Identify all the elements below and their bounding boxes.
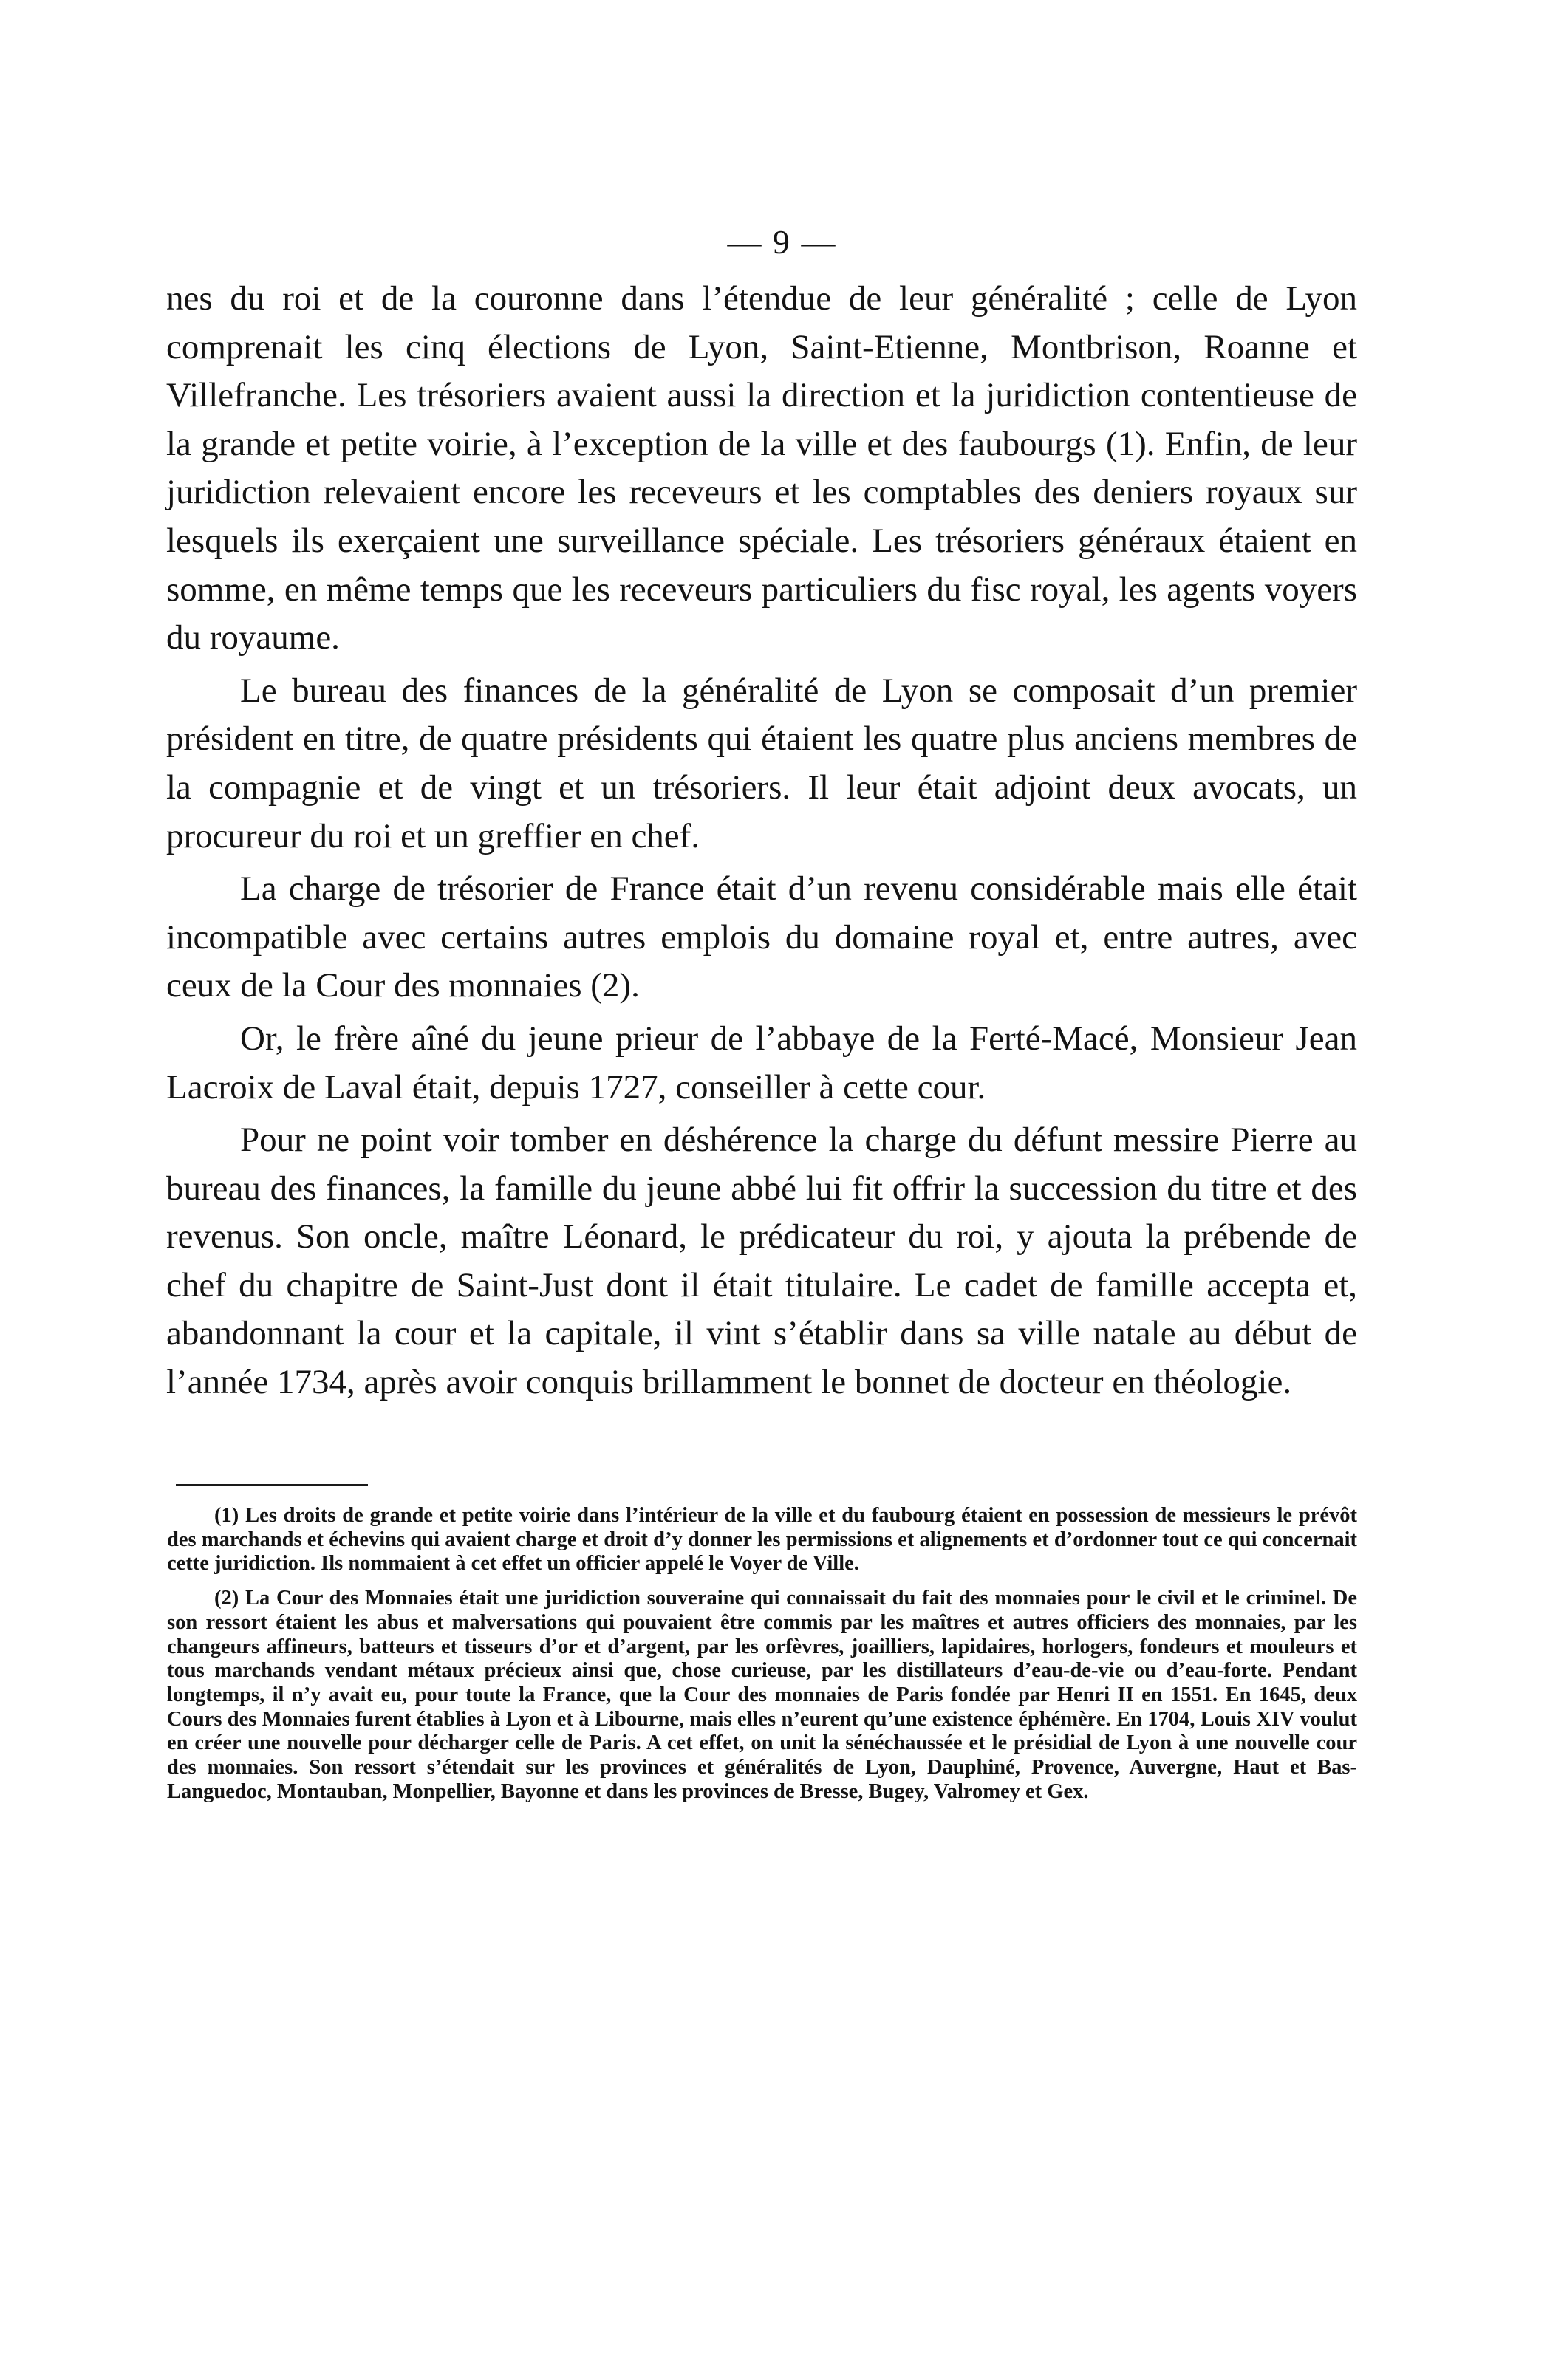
page-number: — 9 — <box>727 223 837 261</box>
paragraph-charge-de-tresorier: La charge de trésorier de France était d’un revenu considérable mais elle était incompatible avec certains autres emplois du domaine royal et, entre autres, avec ceux de la Cour des monnaies (2). <box>166 869 1357 1005</box>
paragraph-continuation: nes du roi et de la couronne dans l’étendue de leur généralité ; celle de Lyon comprenait les cinq élections de Lyon, Saint-Etienne, Montbrison, Roanne et Villefranche. Les trésoriers avaient aussi la direction et la juridiction contentieuse de la grande et petite voirie, à l’exception de la ville et des faubourgs (1). Enfin, de leur juridiction relevaient encore les receveurs et les comptables des deniers royaux sur lesquels ils exerçaient une surveillance spéciale. Les trésoriers généraux étaient en somme, en même temps que les receveurs particuliers du fisc royal, les agents voyers du royaume. <box>166 279 1357 657</box>
footnote-2: (2) La Cour des Monnaies était une juridiction souveraine qui connaissait du fait des monnaies pour le civil et le criminel. De son ressort étaient les abus et malversations qui pouvaient être commis par les maîtres et autres officiers des monnaies, par les changeurs affineurs, batteurs et tisseurs d’or et d’argent, par les orfèvres, joailliers, lapidaires, horlogers, fondeurs et mouleurs et tous marchands vendant métaux précieux ainsi que, chose curieuse, par les distillateurs d’eau-de-vie ou d’eau-forte. Pendant longtemps, il n’y avait eu, pour toute la France, que la Cour des monnaies de Paris fondée par Henri II en 1551. En 1645, deux Cours des Monnaies furent établies à Lyon et à Libourne, mais elles n’eurent qu’une existence éphémère. En 1704, Louis XIV voulut en créer une nouvelle pour décharger celle de Paris. A cet effet, on unit la sénéchaussée et le présidial de Lyon à une nouvelle cour des monnaies. Son ressort s’étendait sur les provinces et généralités de Lyon, Dauphiné, Provence, Auvergne, Haut et Bas-Languedoc, Montauban, Monpellier, Bayonne et dans les provinces de Bresse, Bugey, Valromey et Gex. <box>167 1587 1357 1803</box>
body-text <box>166 275 1357 1412</box>
footnote-1: (1) Les droits de grande et petite voirie dans l’intérieur de la ville et du faubourg étaient en possession de messieurs le prévôt des marchands et échevins qui avaient charge et droit d’y donner les permissions et alignements et d’ordonner tout ce qui concernait cette juridiction. Ils nommaient à cet effet un officier appelé le Voyer de Ville. <box>167 1504 1357 1576</box>
paragraph-bureau-des-finances: Le bureau des finances de la généralité de Lyon se composait d’un premier président en titre, de quatre présidents qui étaient les quatre plus anciens membres de la compagnie et de vingt et un trésoriers. Il leur était adjoint deux avocats, un procureur du roi et un greffier en chef. <box>166 671 1357 855</box>
footnote-divider <box>176 1484 368 1486</box>
footnotes <box>167 1504 1357 1814</box>
paragraph-frere-aine: Or, le frère aîné du jeune prieur de l’abbaye de la Ferté-Macé, Monsieur Jean Lacroix de Laval était, depuis 1727, conseiller à cette cour. <box>166 1019 1357 1107</box>
paragraph-succession: Pour ne point voir tomber en déshérence la charge du défunt messire Pierre au bureau des finances, la famille du jeune abbé lui fit offrir la succession du titre et des revenus. Son oncle, maître Léonard, le prédicateur du roi, y ajouta la prébende de chef du chapitre de Saint-Just dont il était titulaire. Le cadet de famille accepta et, abandonnant la cour et la capitale, il vint s’établir dans sa ville natale au début de l’année 1734, après avoir conquis brillamment le bonnet de docteur en théologie. <box>166 1121 1357 1402</box>
